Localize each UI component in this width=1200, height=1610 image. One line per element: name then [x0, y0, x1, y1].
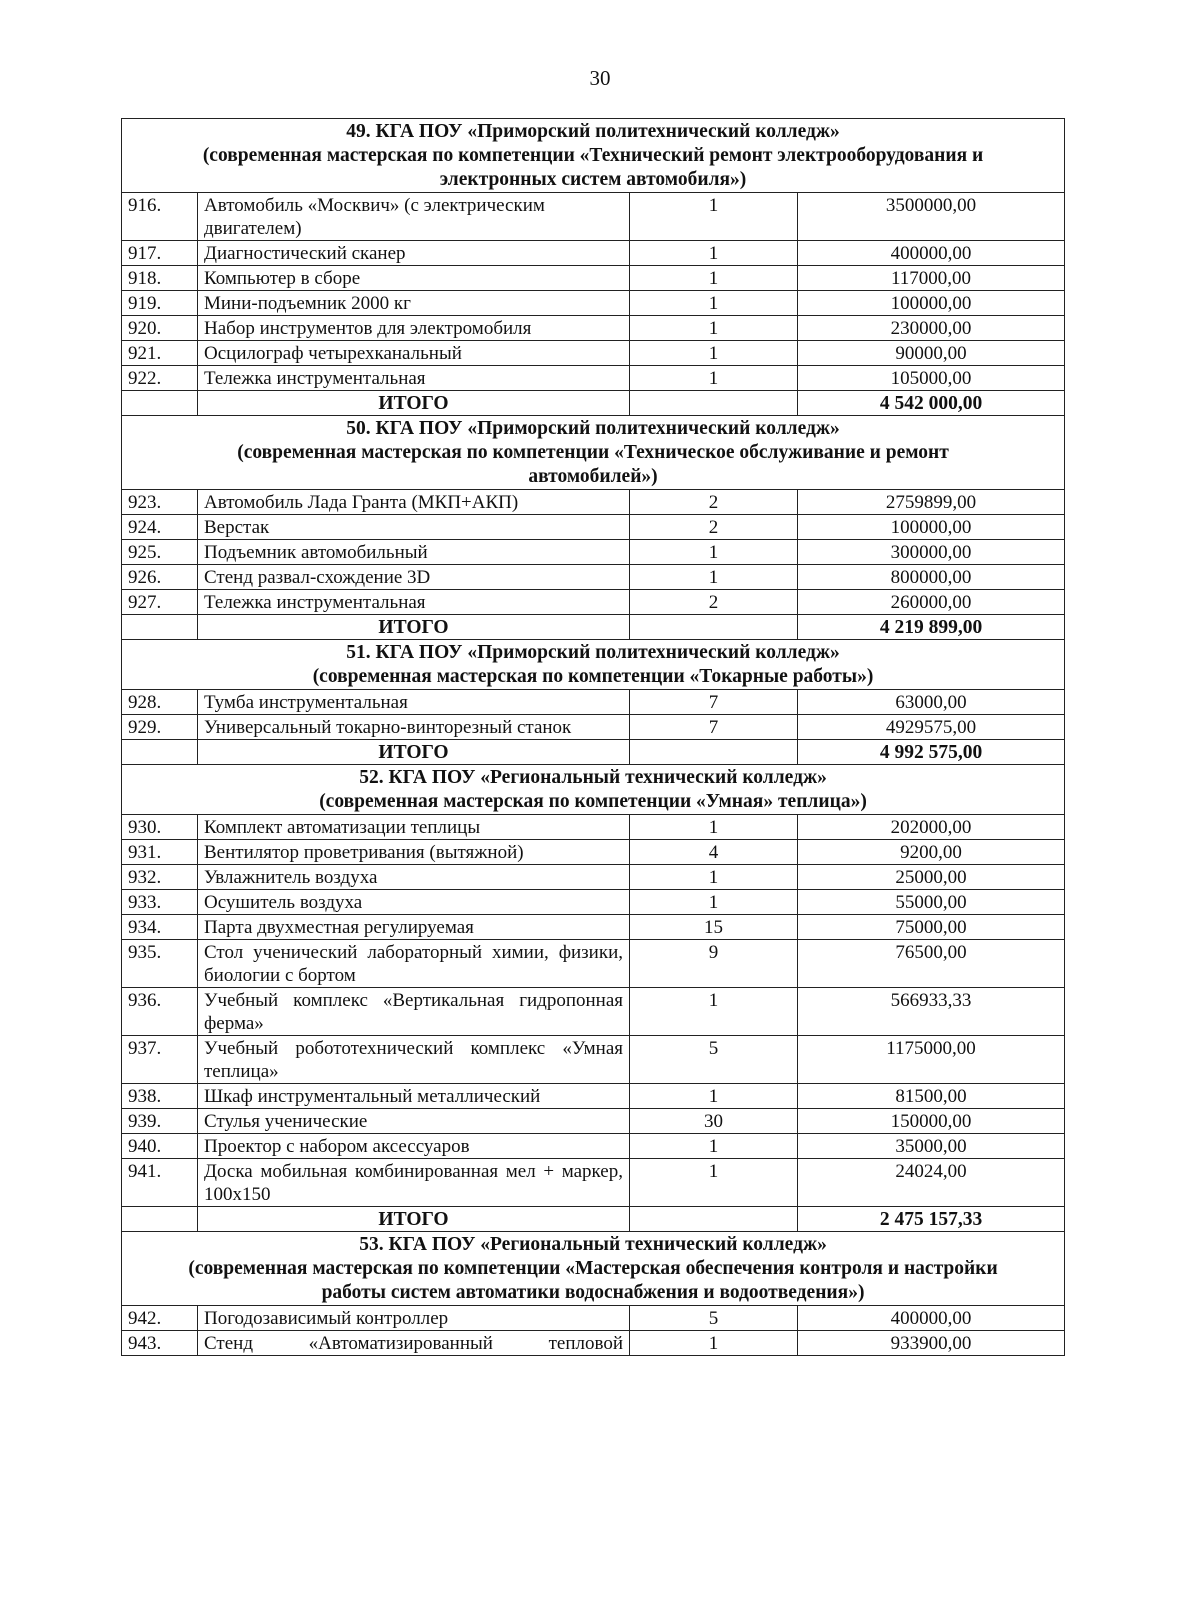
table-row — [122, 515, 1065, 540]
table-row — [122, 241, 1065, 266]
empty-cell — [122, 615, 198, 640]
item-quantity: 2 — [630, 490, 798, 515]
item-price: 3500000,00 — [798, 193, 1065, 241]
table-row — [122, 988, 1065, 1036]
item-name: Комплект автоматизации теплицы — [198, 815, 630, 840]
item-name: Мини-подъемник 2000 кг — [198, 291, 630, 316]
item-price: 105000,00 — [798, 366, 1065, 391]
item-name: Тележка инструментальная — [198, 366, 630, 391]
item-quantity: 9 — [630, 940, 798, 988]
section-title-line: 51. КГА ПОУ «Приморский политехнический колледж» — [346, 642, 840, 663]
item-price: 35000,00 — [798, 1134, 1065, 1159]
section-title-line: (современная мастерская по компетенции «Техническое обслуживание и ремонт — [237, 442, 949, 463]
section-title — [122, 765, 1065, 815]
item-price: 230000,00 — [798, 316, 1065, 341]
item-quantity: 4 — [630, 840, 798, 865]
table-row — [122, 915, 1065, 940]
section-header — [122, 416, 1065, 490]
item-name: Тележка инструментальная — [198, 590, 630, 615]
table-row — [122, 590, 1065, 615]
item-name: Учебный комплекс «Вертикальная гидропонная ферма» — [198, 988, 630, 1036]
item-quantity: 1 — [630, 193, 798, 241]
item-quantity: 1 — [630, 291, 798, 316]
item-name: Проектор с набором аксессуаров — [198, 1134, 630, 1159]
total-value: 4 542 000,00 — [798, 391, 1065, 416]
row-number: 926. — [122, 565, 198, 590]
item-quantity: 30 — [630, 1109, 798, 1134]
item-name: Универсальный токарно-винторезный станок — [198, 715, 630, 740]
empty-cell — [630, 615, 798, 640]
item-price: 566933,33 — [798, 988, 1065, 1036]
section-header — [122, 1232, 1065, 1306]
item-price: 2759899,00 — [798, 490, 1065, 515]
row-number: 924. — [122, 515, 198, 540]
item-price: 55000,00 — [798, 890, 1065, 915]
item-quantity: 1 — [630, 1159, 798, 1207]
item-price: 75000,00 — [798, 915, 1065, 940]
section-title-line: (современная мастерская по компетенции «Умная» теплица») — [319, 791, 867, 812]
item-price: 24024,00 — [798, 1159, 1065, 1207]
table-row — [122, 193, 1065, 241]
section-title-line: 49. КГА ПОУ «Приморский политехнический колледж» — [346, 121, 840, 142]
row-number: 925. — [122, 540, 198, 565]
row-number: 936. — [122, 988, 198, 1036]
total-label: ИТОГО — [198, 740, 630, 765]
section-title-line: (современная мастерская по компетенции «Технический ремонт электрооборудования и — [202, 145, 984, 166]
row-number: 934. — [122, 915, 198, 940]
item-price: 400000,00 — [798, 241, 1065, 266]
item-name: Тумба инструментальная — [198, 690, 630, 715]
row-number: 932. — [122, 865, 198, 890]
item-name: Осцилограф четырехканальный — [198, 341, 630, 366]
section-title — [122, 416, 1065, 490]
item-price: 76500,00 — [798, 940, 1065, 988]
total-label: ИТОГО — [198, 615, 630, 640]
row-number: 942. — [122, 1306, 198, 1331]
table-row — [122, 815, 1065, 840]
row-number: 935. — [122, 940, 198, 988]
table-row — [122, 840, 1065, 865]
item-price: 150000,00 — [798, 1109, 1065, 1134]
empty-cell — [630, 1207, 798, 1232]
table-row — [122, 1134, 1065, 1159]
table-row — [122, 316, 1065, 341]
item-name: Набор инструментов для электромобиля — [198, 316, 630, 341]
item-quantity: 1 — [630, 815, 798, 840]
item-name: Стенд развал-схождение 3D — [198, 565, 630, 590]
total-value: 2 475 157,33 — [798, 1207, 1065, 1232]
item-quantity: 1 — [630, 565, 798, 590]
item-price: 81500,00 — [798, 1084, 1065, 1109]
item-quantity: 1 — [630, 988, 798, 1036]
total-label: ИТОГО — [198, 391, 630, 416]
row-number: 940. — [122, 1134, 198, 1159]
section-title-line: работы систем автоматики водоснабжения и водоотведения») — [321, 1282, 865, 1303]
item-name: Компьютер в сборе — [198, 266, 630, 291]
item-price: 1175000,00 — [798, 1036, 1065, 1084]
table-row — [122, 1084, 1065, 1109]
section-title-line: (современная мастерская по компетенции «Токарные работы») — [312, 666, 874, 687]
section-title-line: (современная мастерская по компетенции «Мастерская обеспечения контроля и настройки — [188, 1258, 998, 1279]
item-name: Стол ученический лабораторный химии, физики, биологии с бортом — [198, 940, 630, 988]
item-quantity: 15 — [630, 915, 798, 940]
row-number: 941. — [122, 1159, 198, 1207]
item-price: 9200,00 — [798, 840, 1065, 865]
table-row — [122, 1331, 1065, 1356]
item-quantity: 2 — [630, 515, 798, 540]
row-number: 939. — [122, 1109, 198, 1134]
row-number: 930. — [122, 815, 198, 840]
table-row — [122, 540, 1065, 565]
item-quantity: 2 — [630, 590, 798, 615]
item-quantity: 1 — [630, 1331, 798, 1356]
total-label: ИТОГО — [198, 1207, 630, 1232]
table-row — [122, 490, 1065, 515]
section-title — [122, 1232, 1065, 1306]
table-row — [122, 865, 1065, 890]
item-quantity: 1 — [630, 1084, 798, 1109]
item-quantity: 1 — [630, 540, 798, 565]
table-row — [122, 715, 1065, 740]
row-number: 927. — [122, 590, 198, 615]
item-name: Парта двухместная регулируемая — [198, 915, 630, 940]
item-name: Стулья ученические — [198, 1109, 630, 1134]
item-quantity: 5 — [630, 1036, 798, 1084]
equipment-table — [121, 118, 1065, 1356]
item-quantity: 5 — [630, 1306, 798, 1331]
page-number: 30 — [589, 66, 611, 90]
item-price: 933900,00 — [798, 1331, 1065, 1356]
empty-cell — [122, 391, 198, 416]
section-title-line: электронных систем автомобиля») — [439, 169, 747, 190]
row-number: 933. — [122, 890, 198, 915]
item-name: Погодозависимый контроллер — [198, 1306, 630, 1331]
item-name: Диагностический сканер — [198, 241, 630, 266]
item-price: 100000,00 — [798, 515, 1065, 540]
total-row — [122, 740, 1065, 765]
item-quantity: 1 — [630, 865, 798, 890]
item-quantity: 1 — [630, 341, 798, 366]
item-quantity: 1 — [630, 890, 798, 915]
table-row — [122, 291, 1065, 316]
row-number: 922. — [122, 366, 198, 391]
item-price: 100000,00 — [798, 291, 1065, 316]
table-row — [122, 940, 1065, 988]
item-quantity: 1 — [630, 241, 798, 266]
item-price: 202000,00 — [798, 815, 1065, 840]
empty-cell — [630, 391, 798, 416]
table-row — [122, 1159, 1065, 1207]
item-price: 800000,00 — [798, 565, 1065, 590]
item-quantity: 7 — [630, 715, 798, 740]
item-quantity: 1 — [630, 1134, 798, 1159]
total-row — [122, 1207, 1065, 1232]
table-row — [122, 341, 1065, 366]
item-name: Доска мобильная комбинированная мел + маркер, 100х150 — [198, 1159, 630, 1207]
item-price: 25000,00 — [798, 865, 1065, 890]
item-price: 400000,00 — [798, 1306, 1065, 1331]
total-value: 4 992 575,00 — [798, 740, 1065, 765]
row-number: 921. — [122, 341, 198, 366]
table-row — [122, 1036, 1065, 1084]
section-title-line: автомобилей») — [528, 466, 658, 487]
total-row — [122, 615, 1065, 640]
item-name: Шкаф инструментальный металлический — [198, 1084, 630, 1109]
total-value: 4 219 899,00 — [798, 615, 1065, 640]
item-name: Автомобиль Лада Гранта (МКП+АКП) — [198, 490, 630, 515]
section-title — [122, 640, 1065, 690]
table-row — [122, 565, 1065, 590]
section-header — [122, 765, 1065, 815]
table-row — [122, 1306, 1065, 1331]
row-number: 916. — [122, 193, 198, 241]
row-number: 937. — [122, 1036, 198, 1084]
row-number: 928. — [122, 690, 198, 715]
item-name: Осушитель воздуха — [198, 890, 630, 915]
table-row — [122, 690, 1065, 715]
table-row — [122, 266, 1065, 291]
section-header — [122, 119, 1065, 193]
empty-cell — [122, 1207, 198, 1232]
item-quantity: 1 — [630, 316, 798, 341]
row-number: 943. — [122, 1331, 198, 1356]
row-number: 918. — [122, 266, 198, 291]
item-name: Стенд «Автоматизированный тепловой — [198, 1331, 630, 1356]
item-name: Верстак — [198, 515, 630, 540]
row-number: 917. — [122, 241, 198, 266]
item-price: 63000,00 — [798, 690, 1065, 715]
section-title — [122, 119, 1065, 193]
item-quantity: 1 — [630, 266, 798, 291]
item-quantity: 1 — [630, 366, 798, 391]
item-name: Учебный робототехнический комплекс «Умная теплица» — [198, 1036, 630, 1084]
item-price: 260000,00 — [798, 590, 1065, 615]
empty-cell — [630, 740, 798, 765]
row-number: 919. — [122, 291, 198, 316]
total-row — [122, 391, 1065, 416]
section-title-line: 53. КГА ПОУ «Региональный технический колледж» — [359, 1234, 827, 1255]
row-number: 938. — [122, 1084, 198, 1109]
item-quantity: 7 — [630, 690, 798, 715]
item-price: 117000,00 — [798, 266, 1065, 291]
section-title-line: 52. КГА ПОУ «Региональный технический колледж» — [359, 767, 827, 788]
item-price: 90000,00 — [798, 341, 1065, 366]
section-title-line: 50. КГА ПОУ «Приморский политехнический колледж» — [346, 418, 840, 439]
item-name: Увлажнитель воздуха — [198, 865, 630, 890]
empty-cell — [122, 740, 198, 765]
table-row — [122, 366, 1065, 391]
row-number: 931. — [122, 840, 198, 865]
item-name: Автомобиль «Москвич» (с электрическим двигателем) — [198, 193, 630, 241]
table-row — [122, 890, 1065, 915]
item-name: Подъемник автомобильный — [198, 540, 630, 565]
row-number: 929. — [122, 715, 198, 740]
row-number: 920. — [122, 316, 198, 341]
row-number: 923. — [122, 490, 198, 515]
table-row — [122, 1109, 1065, 1134]
item-name: Вентилятор проветривания (вытяжной) — [198, 840, 630, 865]
item-price: 4929575,00 — [798, 715, 1065, 740]
item-price: 300000,00 — [798, 540, 1065, 565]
section-header — [122, 640, 1065, 690]
